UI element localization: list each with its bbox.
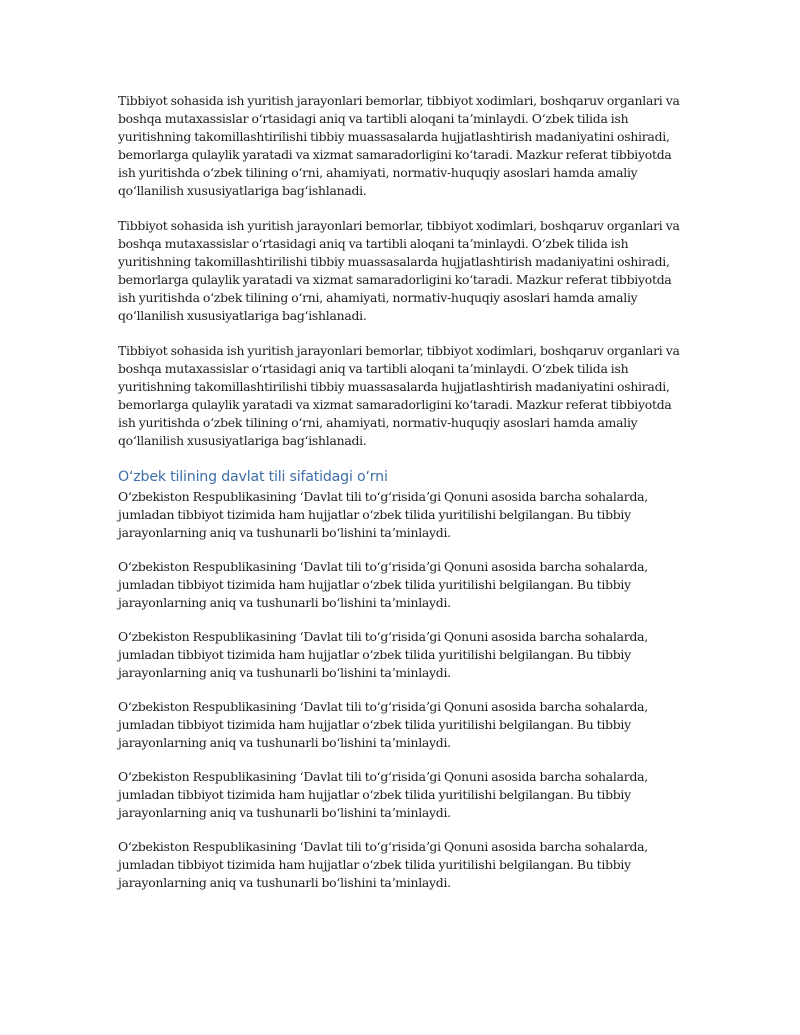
intro-paragraph: Tibbiyot sohasida ish yuritish jarayonlari bemorlar, tibbiyot xodimlari, boshqaruv organlari va boshqa mutaxassislar oʻrtasidagi aniq va tartibli aloqani taʼminlaydi. Oʻzbek tilida ish yuritishning takomillashtirilishi tibbiy muassasalarda hujjatlashtirish madaniyatini oshiradi, bemorlarga qulaylik yaratadi va xizmat samaradorligini koʻtaradi. Mazkur referat tibbiyotda ish yuritishda oʻzbek tilining oʻrni, ahamiyati, normativ-huquqiy asoslari hamda amaliy qoʻllanilish xususiyatlariga bagʻishlanadi. — [118, 343, 680, 448]
section-heading: Oʻzbek tilining davlat tili sifatidagi oʻrni — [118, 469, 388, 485]
section-body — [118, 488, 684, 892]
section-paragraph: Oʻzbekiston Respublikasining ʻDavlat tili toʻgʻrisidaʼgi Qonuni asosida barcha sohalarda, jumladan tibbiyot tizimida ham hujjatlar oʻzbek tilida yuritilishi belgilangan. Bu tibbiy jarayonlarning aniq va tushunarli boʻlishini taʼminlaydi. — [118, 769, 648, 820]
intro-paragraph: Tibbiyot sohasida ish yuritish jarayonlari bemorlar, tibbiyot xodimlari, boshqaruv organlari va boshqa mutaxassislar oʻrtasidagi aniq va tartibli aloqani taʼminlaydi. Oʻzbek tilida ish yuritishning takomillashtirilishi tibbiy muassasalarda hujjatlashtirish madaniyatini oshiradi, bemorlarga qulaylik yaratadi va xizmat samaradorligini koʻtaradi. Mazkur referat tibbiyotda ish yuritishda oʻzbek tilining oʻrni, ahamiyati, normativ-huquqiy asoslari hamda amaliy qoʻllanilish xususiyatlariga bagʻishlanadi. — [118, 218, 680, 323]
section-paragraph: Oʻzbekiston Respublikasining ʻDavlat tili toʻgʻrisidaʼgi Qonuni asosida barcha sohalarda, jumladan tibbiyot tizimida ham hujjatlar oʻzbek tilida yuritilishi belgilangan. Bu tibbiy jarayonlarning aniq va tushunarli boʻlishini taʼminlaydi. — [118, 489, 648, 540]
section-paragraph: Oʻzbekiston Respublikasining ʻDavlat tili toʻgʻrisidaʼgi Qonuni asosida barcha sohalarda, jumladan tibbiyot tizimida ham hujjatlar oʻzbek tilida yuritilishi belgilangan. Bu tibbiy jarayonlarning aniq va tushunarli boʻlishini taʼminlaydi. — [118, 629, 648, 680]
intro-section — [118, 92, 684, 450]
section-paragraph: Oʻzbekiston Respublikasining ʻDavlat tili toʻgʻrisidaʼgi Qonuni asosida barcha sohalarda, jumladan tibbiyot tizimida ham hujjatlar oʻzbek tilida yuritilishi belgilangan. Bu tibbiy jarayonlarning aniq va tushunarli boʻlishini taʼminlaydi. — [118, 559, 648, 610]
section-paragraph: Oʻzbekiston Respublikasining ʻDavlat tili toʻgʻrisidaʼgi Qonuni asosida barcha sohalarda, jumladan tibbiyot tizimida ham hujjatlar oʻzbek tilida yuritilishi belgilangan. Bu tibbiy jarayonlarning aniq va tushunarli boʻlishini taʼminlaydi. — [118, 839, 648, 890]
document-page — [118, 92, 684, 908]
section-paragraph: Oʻzbekiston Respublikasining ʻDavlat tili toʻgʻrisidaʼgi Qonuni asosida barcha sohalarda, jumladan tibbiyot tizimida ham hujjatlar oʻzbek tilida yuritilishi belgilangan. Bu tibbiy jarayonlarning aniq va tushunarli boʻlishini taʼminlaydi. — [118, 699, 648, 750]
intro-paragraph: Tibbiyot sohasida ish yuritish jarayonlari bemorlar, tibbiyot xodimlari, boshqaruv organlari va boshqa mutaxassislar oʻrtasidagi aniq va tartibli aloqani taʼminlaydi. Oʻzbek tilida ish yuritishning takomillashtirilishi tibbiy muassasalarda hujjatlashtirish madaniyatini oshiradi, bemorlarga qulaylik yaratadi va xizmat samaradorligini koʻtaradi. Mazkur referat tibbiyotda ish yuritishda oʻzbek tilining oʻrni, ahamiyati, normativ-huquqiy asoslari hamda amaliy qoʻllanilish xususiyatlariga bagʻishlanadi. — [118, 93, 680, 198]
